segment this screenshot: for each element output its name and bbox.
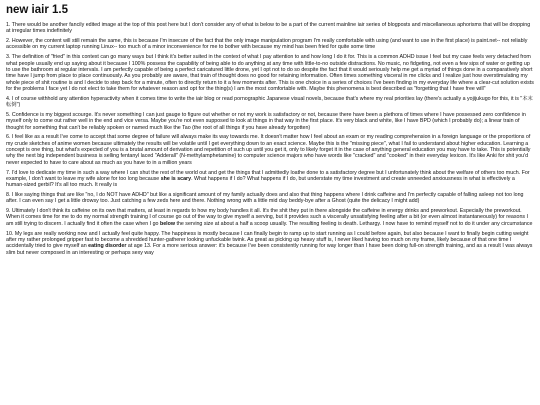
paragraph-text: 5. Confidence is my biggest scourge. It's never something I can just gauge to figure out whether or not my work is satisfactory or not, because there have been a plethora of times where I have possessed zero confidence in myself only to come out rather well in the end and vice versa. Maybe you're not even supposed to look at things in that way in the first place. It's very black and white, like I have BPD (which I probably do); a linear train of thought for something that can't be reliably spoken or named much like the Tao (the root of all things if you have already forgotten)	[6, 111, 526, 131]
paragraph-text: 6. I feel like as a result I've come to accept that some degree of failure will always make its way towards me. It doesn't matter how I feel about an exam or my reading comprehension in a foreign language or the proportions of my crude sketches of anime women because ultimately the results will be volatile until I get everything down to an exact science. Maybe this is the "missing piece", what I fail to understand about higher education. Learning a concept is one thing, but what's expected of you is a brutal amount of derivation and repetition of such up until you get it, only to likely forget it in the case of anything general education you may have to take. This is potentially why the next big independent business is selling fentanyl laced "Adderall" (N-methylamphetamine) to computer science majors who have words like "cracked" and "cooked" in their everyday lexicon. It's like Anki for shit you'd never expected to have to care about as much as you have to in a million years	[6, 134, 531, 166]
paragraph-text: 10. My legs are really working now and I actually feel quite happy. The happiness is mostly because I can finally begin to ramp up to start running as I could before again, but also because I want to finally begin cutting weight after my rather prolonged gripper fast to become a shredded hunter-gatherer looking unfuckable twink. As great as picking up heavy stuff is, I never liked having too much on my frame, likely because of that one time I accidentally tried to give myself an	[6, 230, 529, 250]
bold-text: she is scary	[160, 175, 192, 182]
paragraph-list	[6, 22, 534, 256]
paragraph-8	[6, 192, 534, 205]
paragraph-text: 2. However, the content will still remain the same, this is because I'm insecure of the fact that the only image manipulation program I'm really comfortable with using (and want to use in the first place) is paint.net-- not reliably accessible on my current laptop running Linux-- too much of a minor inconvenience for me to bother with because my mind has been fried for quite some time	[6, 38, 528, 51]
paragraph-text: 4. I of course withhold any attention hyperactivity when it comes time to write the iair blog or read pornographic Japanese visual novels, because that's where my real priorities lay (there's actually a yojijukugo for this, it is "本末転倒")	[6, 95, 533, 109]
paragraph-text: at age 13. For a more serious answer: it's because I've been consistently running for way longer than I have been doing full-on strength training, and as a result I was always slim but never composed in an interesting or perhaps sexy way	[6, 243, 533, 256]
paragraph-text: 3. The definition of "fried" in this context can go many ways but I think it's better suited in the context of what I pay attention to and how long I do it for. This is a common ADHD issue I feel but my case feels very detached from what people usually end up saying about it because I 100% possess the capability of being able to do anything at any time with little-to-no outside distractions. No music, no fidgeting, not even a few sips of water or getting up to use the bathroom at regular intervals. I am perfectly capable of being a perfect caricatured little drone, yet I opt not to do so despite the fact that it would seriously help me get a myriad of things done in a comparatively short time have I jump from place to place continuously. As you probably are aware, that train of thought does no good for retaining information. Often times something visceral in me clicks and I realize just how overstimulating my whole piece of shit routine is and I decide to step back for a minute, often to directly return to it a few moments after. This is one choice in a series of choices I've been finding in my everyday life where a clear-cut solution exists for the problems I face yet I do not elect to take them for whatever reason and opt for the thing(s) I am the most comfortable with. Maybe this phenomena is best described as "forgetting that I have free will"	[6, 54, 534, 92]
paragraph-2	[6, 38, 534, 51]
bold-text: eating disorder	[88, 243, 127, 250]
paragraph-7	[6, 170, 534, 189]
paragraph-10	[6, 231, 534, 256]
bold-text: below	[159, 220, 175, 227]
paragraph-text: 7. I'd love to dedicate my time in such a way where I can shut the rest of the world out and get the things that I admittedly loathe done to a satisfactory degree but I unfortunately think about the welfare of others too much. For example, I don't want to leave my wife alone for too long because	[6, 169, 530, 182]
paragraph-text: 8. I like saying things that are like "no, I do NOT have ADHD" but like a significant amount of my family actually does and also that thing happens where I drink caffeine and I'm perfectly capable of falling asleep not too long after. I can even say I get a little drowsy too. Just catching a few zeds here and there. Nothing wrong with a little mid day beddy-bye after a Ghost (quite the delicacy I might add)	[6, 191, 524, 205]
paragraph-6	[6, 134, 534, 165]
paragraph-3	[6, 54, 534, 92]
paragraph-4	[6, 96, 534, 109]
paragraph-text: . What happens if I do? What happens if I do, but understate my time investment and create unneeded anxiousness in what is effectively a human-sized gerbil? It's all too much. It really is	[6, 175, 515, 189]
paragraph-9	[6, 208, 534, 227]
paragraph-text: the serving size at about a half a scoop usually. The resulting feeling is death. Lethargy. I now have to remind myself not to do it under any circumstance	[175, 220, 533, 227]
page-title: new iair 1.5	[6, 4, 69, 16]
paragraph-1	[6, 22, 534, 35]
paragraph-text: 9. Ultimately I don't think its caffeine on its own that matters, at least in regards to how my body handles it all. It's the shit they put in there alongside the caffeine in energy drinks and preworkout. Especially the preworkout. When it comes time for me to do my normal strength training I of course go out of the way to give myself a serving, but it provides such a viscerally unsatisfying feeling after a bit (or even almost instantaneously) for reasons I am still trying to discern. I actually find it often the case when I go	[6, 208, 528, 227]
paragraph-text: 1. There would be another fancily edited image at the top of this post here but I don't consider any of what is below to be a part of the current mainline iair series of blogposts and miscellaneous aphorisms that will be dropping at irregular times indefinitely	[6, 22, 531, 35]
paragraph-5	[6, 112, 534, 131]
